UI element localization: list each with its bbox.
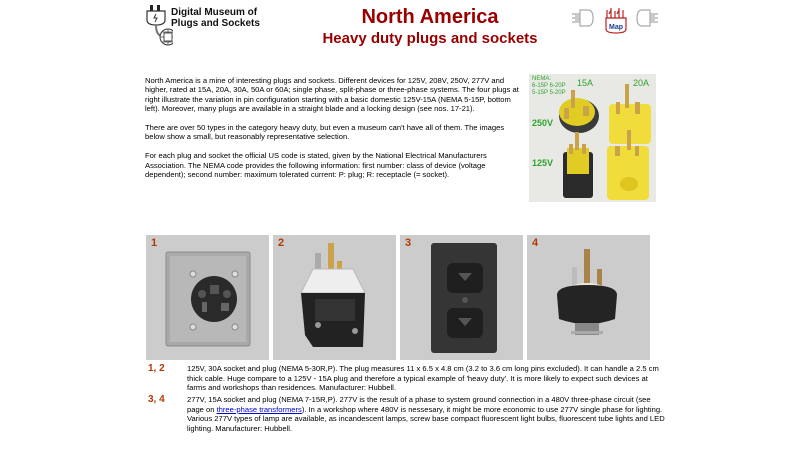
plug-277v-illustration <box>527 235 650 360</box>
logo-line-2: Plugs and Sockets <box>171 18 260 29</box>
hero-col-15a: 15A <box>577 78 594 88</box>
next-page-button[interactable] <box>634 5 660 36</box>
description-text <box>187 395 667 433</box>
socket-30a-illustration <box>146 235 269 360</box>
intro-paragraph-2: There are over 50 types in the category heavy duty, but even a museum can't have all of them. The images below show a small, but reasonably representative selection. <box>145 123 505 142</box>
hero-nema-label <box>532 76 566 97</box>
plug-globe-logo-icon <box>143 3 173 49</box>
hero-col-20a: 20A <box>633 78 650 88</box>
intro-paragraph-1: North America is a mine of interesting plugs and sockets. Different devices for 125V, 208V, 250V, 277V and higher, rated at 15A, 20A, 30A, 50A or 60A; single phase, split-phase or three-phase systems. The four plugs at right illustrate the variation in pin configuration starting with a basic domestic 125V-15A (NEMA 5-15P, bottom left). Moreover, many plugs are available in a straight blade and a locking design (see nos. 17-21). <box>145 76 519 114</box>
plug-30a-illustration <box>273 235 396 360</box>
image-gallery <box>146 235 654 360</box>
nema-plugs-comparison-image <box>529 74 656 202</box>
map-icon <box>601 5 631 35</box>
nav-icons <box>570 5 660 35</box>
description-text-after: ). In a workshop where 480V is nessesary, it might be more economic to use 277V single phase for lighting. Various 277V types of lamp are available, as incandescent lamps, screw base compact fluorescent light bulbs, fluorescent tube lights and LED lighting. Manufacturer: Hubbell. <box>187 404 665 433</box>
description-number: 3, 4 <box>148 394 165 405</box>
tile-number: 4 <box>532 237 539 249</box>
page-title-block <box>280 5 580 49</box>
logo-line-1: Digital Museum of <box>171 7 258 18</box>
duplex-receptacle-illustration <box>400 235 523 360</box>
plug-right-icon <box>634 5 660 31</box>
logo-text <box>171 7 260 29</box>
tile-4-plug-image[interactable] <box>527 235 650 360</box>
tile-number: 3 <box>405 237 412 249</box>
svg-text:Map: Map <box>609 24 623 31</box>
description-text: 125V, 30A socket and plug (NEMA 5-30R,P). The plug measures 11 x 6.5 x 4.8 cm (3.2 to 3.6 cm long pins excluded). It can handle a 2.5 cm thick cable. Huge compare to a 125V - 15A plug and therefore a typical example of 'heavy duty'. It is more likely to expect such devices at farms and workshops than residences. Manufacturer: Hubbell. <box>187 364 659 393</box>
tile-number: 2 <box>278 237 285 249</box>
page-subtitle: Heavy duty plugs and sockets <box>322 30 538 47</box>
nema-codes-row-1: 6-15P 6-20P <box>532 83 566 89</box>
description-1-2 <box>145 364 665 394</box>
tile-1-socket-image[interactable] <box>146 235 269 360</box>
tile-3-socket-image[interactable] <box>400 235 523 360</box>
tile-2-plug-image[interactable] <box>273 235 396 360</box>
description-3-4 <box>145 395 665 435</box>
page-title: North America <box>361 6 499 28</box>
nema-label: NEMA: <box>532 76 552 82</box>
intro-text <box>145 76 520 189</box>
three-phase-transformers-link[interactable]: three-phase transformers <box>216 404 302 414</box>
map-button[interactable] <box>601 5 631 40</box>
nema-codes-row-2: 5-15P 5-20P <box>532 90 566 96</box>
description-number: 1, 2 <box>148 363 165 374</box>
intro-paragraph-3: For each plug and socket the official US code is stated, given by the National Electrical Manufacturers Association. The NEMA code provides the following information: first number: class of device (voltage dependent); second number: maximum tolerated current: P: plug; R: receptacle (= socket). <box>145 151 487 180</box>
description-text-before: 277V, 15A socket and plug (NEMA 7-15R,P). 277V is the result of a phase to system ground connection in a 480V three-phase circuit (see page on <box>187 395 651 414</box>
plug-left-icon <box>570 5 596 31</box>
previous-page-button[interactable] <box>570 5 596 36</box>
museum-logo[interactable] <box>143 3 273 49</box>
hero-row-250v: 250V <box>532 118 554 128</box>
hero-row-125v: 125V <box>532 158 554 168</box>
tile-number: 1 <box>151 237 158 249</box>
